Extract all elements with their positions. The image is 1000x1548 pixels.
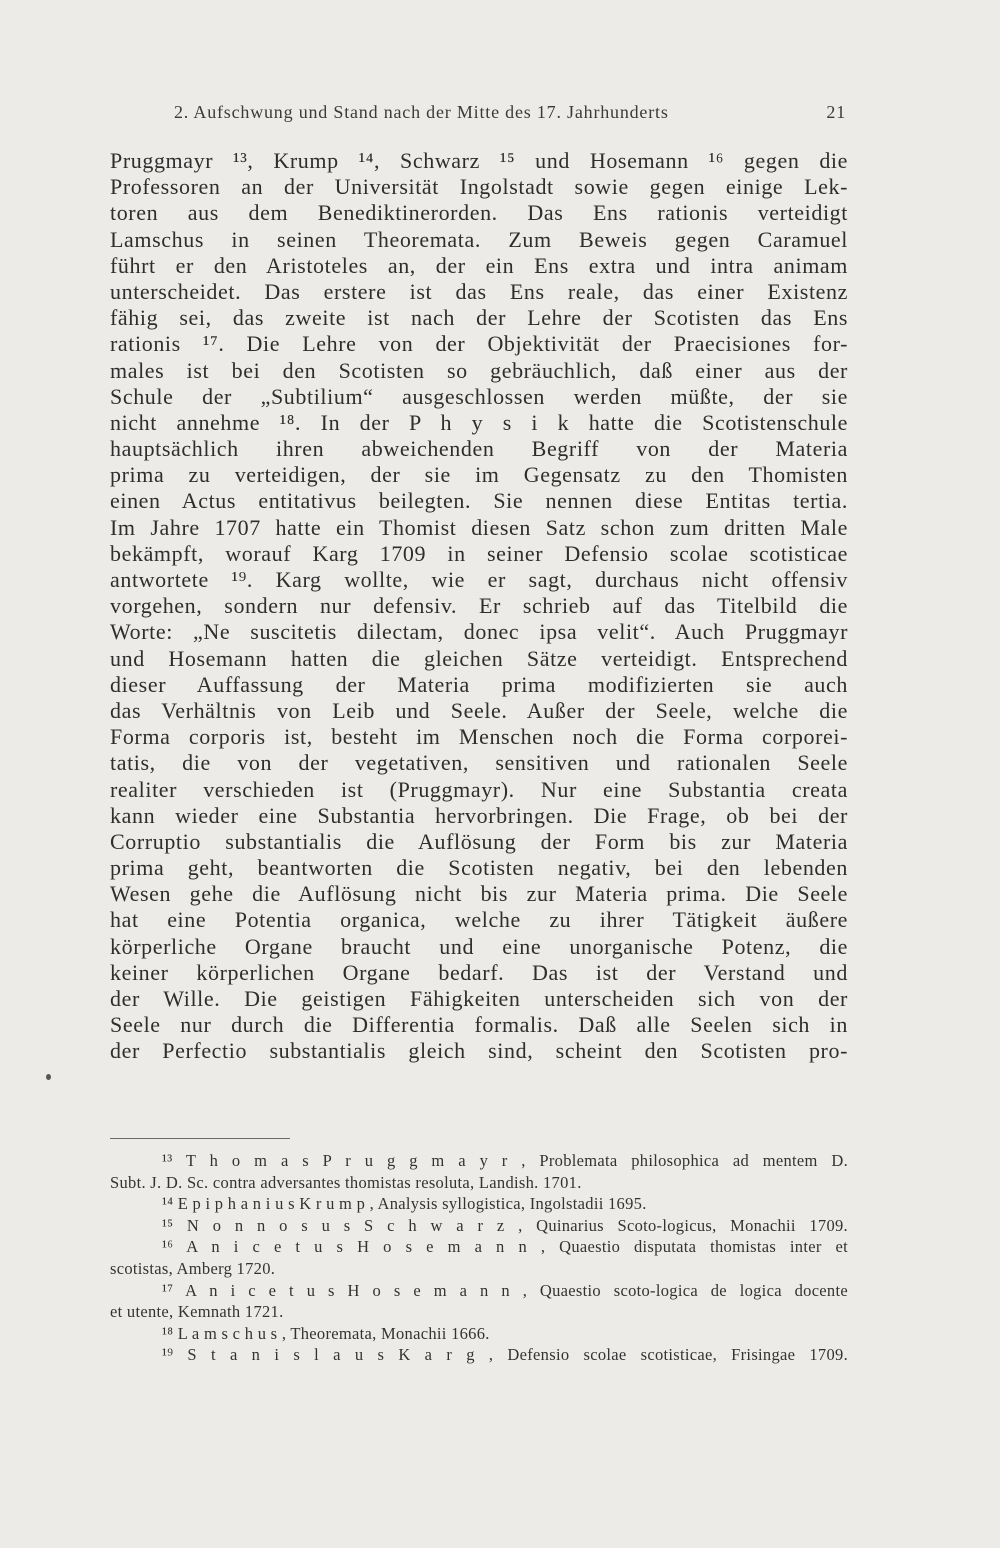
- text-line: hat eine Potentia organica, welche zu ihrer Tätigkeit äußere: [110, 907, 848, 933]
- footnote-18: ¹⁸ L a m s c h u s , Theoremata, Monachii 1666.: [162, 1323, 490, 1343]
- text-line: Professoren an der Universität Ingolstadt sowie gegen einige Lek-: [110, 174, 848, 200]
- text-line: führt er den Aristoteles an, der ein Ens extra und intra animam: [110, 252, 848, 278]
- text-line: vorgehen, sondern nur defensiv. Er schrieb auf das Titelbild die: [110, 593, 848, 619]
- text-line: realiter verschieden ist (Pruggmayr). Nur eine Substantia creata: [110, 776, 848, 802]
- text-line: Corruptio substantialis die Auflösung der Form bis zur Materia: [110, 828, 848, 854]
- text-line: Lamschus in seinen Theoremata. Zum Beweis gegen Caramuel: [110, 226, 848, 252]
- text-line: antwortete ¹⁹. Karg wollte, wie er sagt, durchaus nicht offensiv: [110, 567, 848, 592]
- text-line: der Perfectio substantialis gleich sind, scheint den Scotisten pro-: [110, 1038, 848, 1064]
- text-line: tatis, die von der vegetativen, sensitiven und rationalen Seele: [110, 750, 848, 776]
- text-line: Im Jahre 1707 hatte ein Thomist diesen Satz schon zum dritten Male: [110, 514, 848, 540]
- text-line: und Hosemann hatten die gleichen Sätze verteidigt. Entsprechend: [110, 645, 848, 671]
- text-line: prima zu verteidigen, der sie im Gegensatz zu den Thomisten: [110, 462, 848, 488]
- running-header: [108, 102, 850, 128]
- text-line: körperliche Organe braucht und eine unorganische Potenz, die: [110, 933, 848, 959]
- text-line: der Wille. Die geistigen Fähigkeiten unterscheiden sich von der: [110, 986, 848, 1011]
- footnote-13-cont: Subt. J. D. Sc. contra adversantes thomistas resoluta, Landish. 1701.: [110, 1172, 582, 1192]
- text-line: rationis ¹⁷. Die Lehre von der Objektivität der Praecisiones for-: [110, 331, 848, 357]
- text-line: einen Actus entitativus beilegten. Sie nennen diese Entitas tertia.: [110, 488, 848, 514]
- running-title: 2. Aufschwung und Stand nach der Mitte des 17. Jahrhunderts: [174, 102, 669, 122]
- text-line: fähig sei, das zweite ist nach der Lehre der Scotisten das Ens: [110, 305, 848, 331]
- text-line: Pruggmayr ¹³, Krump ¹⁴, Schwarz ¹⁵ und Hosemann ¹⁶ gegen die: [110, 148, 848, 173]
- text-line: nicht annehme ¹⁸. In der P h y s i k hatte die Scotistenschule: [110, 409, 848, 435]
- text-line: unterscheidet. Das erstere ist das Ens reale, das einer Existenz: [110, 278, 848, 304]
- footnote-16-cont: scotistas, Amberg 1720.: [110, 1258, 276, 1278]
- page-number: 21: [826, 102, 846, 122]
- text-line: Worte: „Ne suscitetis dilectam, donec ipsa velit“. Auch Pruggmayr: [110, 619, 848, 645]
- text-line: Seele nur durch die Differentia formalis. Daß alle Seelen sich in: [110, 1012, 848, 1038]
- footnote-17-cont: et utente, Kemnath 1721.: [110, 1302, 284, 1322]
- text-line: Forma corporis ist, besteht im Menschen noch die Forma corporei-: [110, 724, 848, 750]
- text-line: dieser Auffassung der Materia prima modifizierten sie auch: [110, 671, 848, 697]
- footnote-16: ¹⁶ A n i c e t u s H o s e m a n n , Quaestio disputata thomistas inter et: [162, 1237, 848, 1257]
- text-line: das Verhältnis von Leib und Seele. Außer der Seele, welche die: [110, 697, 848, 723]
- text-line: prima geht, beantworten die Scotisten negativ, bei den lebenden: [110, 855, 848, 881]
- margin-speck: [46, 1074, 51, 1080]
- footnotes: [110, 1150, 848, 1366]
- text-line: Wesen gehe die Auflösung nicht bis zur Materia prima. Die Seele: [110, 881, 848, 907]
- footnote-14: ¹⁴ E p i p h a n i u s K r u m p , Analysis syllogistica, Ingolstadii 1695.: [162, 1194, 647, 1214]
- footnote-15: ¹⁵ N o n n o s u s S c h w a r z , Quinarius Scoto-logicus, Monachii 1709.: [162, 1215, 848, 1235]
- text-line: kann wieder eine Substantia hervorbringen. Die Frage, ob bei der: [110, 802, 848, 828]
- text-line: keiner körperlichen Organe bedarf. Das ist der Verstand und: [110, 959, 848, 985]
- text-line: hauptsächlich ihren abweichenden Begriff von der Materia: [110, 436, 848, 462]
- footnote-17: ¹⁷ A n i c e t u s H o s e m a n n , Quaestio scoto-logica de logica docente: [162, 1280, 848, 1300]
- footnote-13: ¹³ T h o m a s P r u g g m a y r , Problemata philosophica ad mentem D.: [162, 1151, 848, 1170]
- footnote-separator: [110, 1138, 290, 1139]
- text-line: toren aus dem Benediktinerorden. Das Ens rationis verteidigt: [110, 200, 848, 226]
- text-line: males ist bei den Scotisten so gebräuchlich, daß einer aus der: [110, 357, 848, 383]
- text-line: bekämpft, worauf Karg 1709 in seiner Defensio scolae scotisticae: [110, 540, 848, 566]
- footnote-19: ¹⁹ S t a n i s l a u s K a r g , Defensio scolae scotisticae, Frisingae 1709.: [162, 1345, 848, 1365]
- body-text: [110, 148, 848, 1065]
- text-line: Schule der „Subtilium“ ausgeschlossen werden müßte, der sie: [110, 383, 848, 409]
